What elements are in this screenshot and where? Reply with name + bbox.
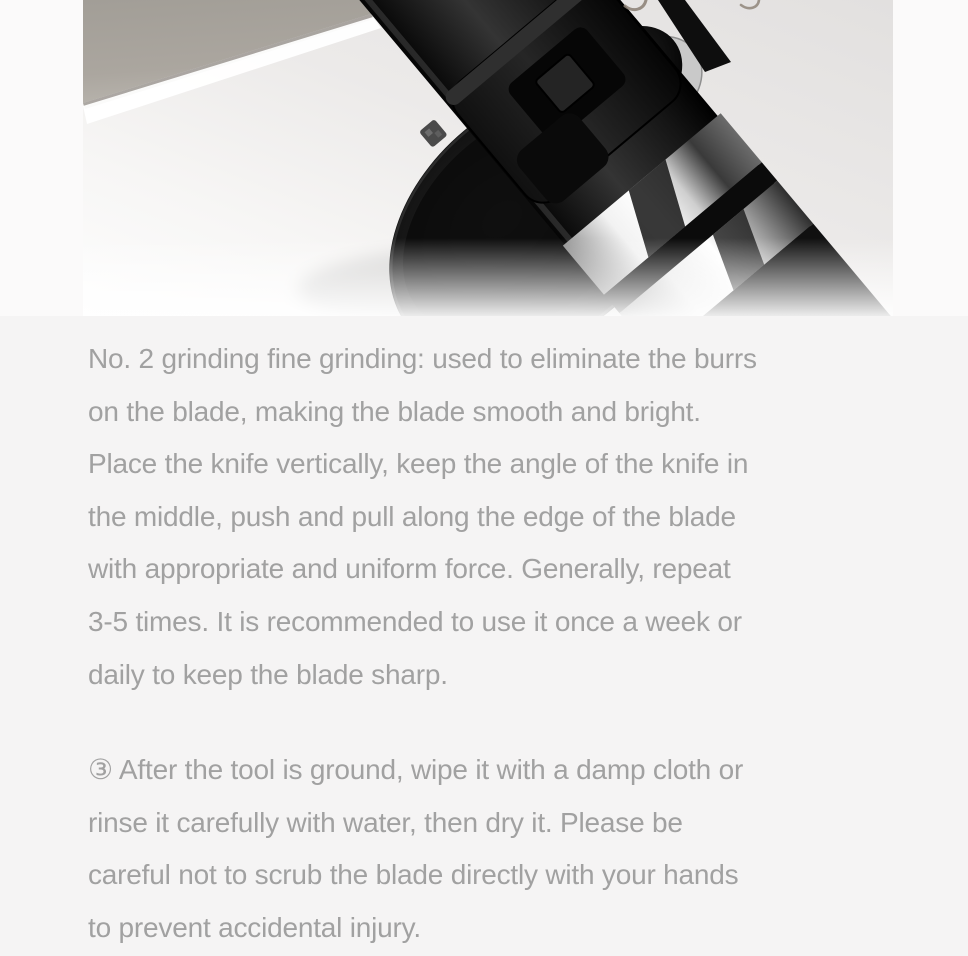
text-line: the middle, push and pull along the edge of the blade bbox=[88, 500, 736, 532]
text-line: to prevent accidental injury. bbox=[88, 911, 421, 943]
text-line: Place the knife vertically, keep the angle of the knife in bbox=[88, 448, 749, 480]
text-line: daily to keep the blade sharp. bbox=[88, 658, 448, 690]
text-line: with appropriate and uniform force. Generally, repeat bbox=[88, 553, 731, 585]
text-line: careful not to scrub the blade directly with your hands bbox=[88, 859, 739, 891]
text-line: rinse it carefully with water, then dry it. Please be bbox=[88, 806, 683, 838]
text-line: No. 2 grinding fine grinding: used to eliminate the burrs bbox=[88, 343, 757, 374]
text-line: on the blade, making the blade smooth and bright. bbox=[88, 395, 701, 427]
text-line: 3-5 times. It is recommended to use it once a week or bbox=[88, 605, 742, 637]
paragraph-grinding-instructions bbox=[88, 333, 888, 701]
product-photo-section bbox=[0, 0, 968, 316]
paragraph-cleaning-instructions bbox=[88, 744, 888, 954]
photo-bottom-fade bbox=[83, 238, 893, 316]
text-line: ③ After the tool is ground, wipe it with a damp cloth or bbox=[88, 754, 744, 786]
description-text bbox=[0, 316, 968, 955]
product-photo bbox=[83, 0, 893, 316]
